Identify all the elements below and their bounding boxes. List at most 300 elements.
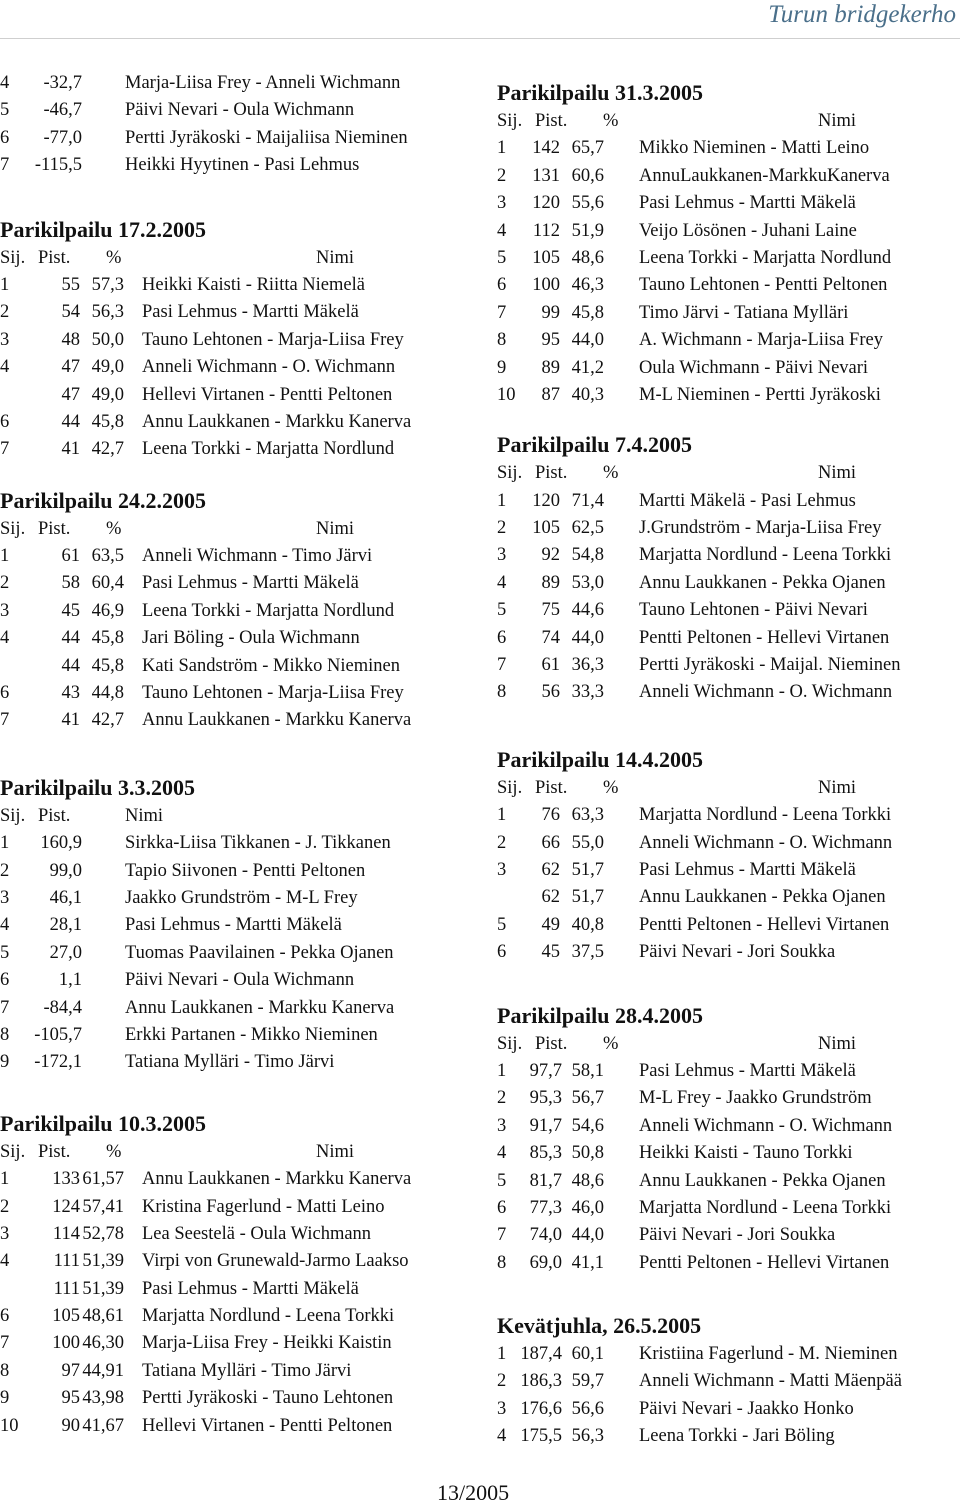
result-row [497, 1058, 960, 1085]
rank: 2 [497, 1371, 507, 1392]
percent: 42,7 [91, 439, 124, 460]
pair-names: Heikki Kaisti - Tauno Torkki [639, 1143, 853, 1164]
section-title: Parikilpailu 7.4.2005 [497, 432, 692, 458]
table-header [497, 108, 960, 135]
points: 41 [61, 439, 80, 460]
rank: 8 [497, 682, 507, 703]
pair-names: Annu Laukkanen - Markku Kanerva [142, 1169, 412, 1190]
points: -46,7 [43, 100, 82, 121]
result-row [0, 1303, 480, 1330]
percent: 59,7 [571, 1371, 604, 1392]
pair-names: Pentti Peltonen - Hellevi Virtanen [639, 1252, 890, 1273]
results-section [0, 1109, 480, 1440]
rank: 3 [497, 1115, 507, 1136]
pair-names: Päivi Nevari - Jori Soukka [639, 1225, 836, 1246]
pair-names: Pertti Jyräkoski - Tauno Lehtonen [142, 1388, 394, 1409]
percent: 63,5 [91, 546, 124, 567]
table-header [497, 775, 960, 802]
result-row [497, 912, 960, 939]
percent: 49,0 [91, 384, 124, 405]
result-row [497, 1341, 960, 1368]
percent: 60,4 [91, 573, 124, 594]
rank: 6 [497, 1197, 507, 1218]
rank: 6 [0, 127, 10, 148]
points: 61 [541, 655, 560, 676]
percent: 45,8 [91, 411, 124, 432]
points: -77,0 [43, 127, 82, 148]
pair-names: Jari Böling - Oula Wichmann [142, 628, 360, 649]
rank: 9 [497, 357, 507, 378]
rank: 5 [0, 942, 10, 963]
rank: 3 [497, 859, 507, 880]
table-header [0, 803, 480, 830]
points: 54 [61, 302, 80, 323]
result-row [0, 858, 480, 885]
rank: 2 [497, 165, 507, 186]
pair-names: M-L Nieminen - Pertti Jyräkoski [639, 384, 881, 405]
result-row [497, 327, 960, 354]
percent: 41,2 [571, 357, 604, 378]
results-section [497, 430, 960, 707]
header-points: Pist. [38, 1141, 71, 1162]
result-row [0, 1358, 480, 1385]
points: 27,0 [49, 942, 82, 963]
percent: 44,0 [571, 330, 604, 351]
pair-names: Hellevi Virtanen - Pentti Peltonen [142, 384, 393, 405]
points: 95,3 [529, 1088, 562, 1109]
percent: 62,5 [571, 518, 604, 539]
pair-names: Tuomas Paavilainen - Pekka Ojanen [125, 942, 394, 963]
section-title: Parikilpailu 31.3.2005 [497, 80, 703, 105]
percent: 52,78 [82, 1223, 124, 1244]
header-name: Nimi [818, 111, 857, 131]
results-section [497, 745, 960, 967]
result-row [0, 125, 480, 152]
left-column [0, 70, 480, 1440]
points: 142 [532, 138, 560, 159]
pair-names: Annu Laukkanen - Markku Kanerva [142, 710, 412, 731]
percent: 50,0 [91, 329, 124, 350]
pair-names: Erkki Partanen - Mikko Nieminen [125, 1024, 378, 1045]
pair-names: Kristiina Fagerlund - M. Nieminen [639, 1344, 898, 1365]
percent: 46,9 [91, 600, 124, 621]
points: 85,3 [529, 1143, 562, 1164]
result-row [0, 653, 480, 680]
pair-names: Marjatta Nordlund - Leena Torkki [639, 545, 892, 566]
result-row [497, 1168, 960, 1195]
pair-names: Tauno Lehtonen - Päivi Nevari [639, 600, 868, 621]
header-rank: Sij. [497, 777, 523, 798]
percent: 33,3 [571, 682, 604, 703]
points: 28,1 [49, 915, 82, 936]
points: 99,0 [49, 860, 82, 881]
rank: 10 [0, 1415, 19, 1436]
result-row [0, 830, 480, 857]
result-row [497, 625, 960, 652]
rank: 6 [0, 683, 10, 704]
header-name: Nimi [125, 805, 164, 826]
percent: 36,3 [571, 655, 604, 676]
percent: 46,0 [571, 1197, 604, 1218]
result-row [0, 1022, 480, 1049]
points: 44 [61, 628, 80, 649]
points: 95 [61, 1388, 80, 1409]
result-row [497, 1423, 960, 1450]
rank: 7 [0, 155, 10, 176]
rank: 2 [0, 573, 10, 594]
points: 55 [61, 274, 80, 295]
result-row [497, 218, 960, 245]
pair-names: Päivi Nevari - Oula Wichmann [125, 970, 355, 991]
rank: 3 [0, 887, 10, 908]
rank: 4 [0, 915, 10, 936]
percent: 53,0 [571, 572, 604, 593]
rank: 2 [497, 832, 507, 853]
rank: 6 [497, 942, 507, 963]
percent: 46,3 [571, 275, 604, 296]
section-title: Parikilpailu 28.4.2005 [497, 1002, 703, 1028]
section-title: Parikilpailu 17.2.2005 [0, 216, 206, 242]
percent: 44,0 [571, 627, 604, 648]
points: 95 [541, 330, 560, 351]
points: 46,1 [49, 887, 82, 908]
results-section [0, 773, 480, 1077]
points: 62 [541, 887, 560, 908]
rank: 3 [0, 1223, 10, 1244]
rank: 8 [0, 1024, 10, 1045]
rank: 4 [497, 220, 507, 241]
points: 186,3 [520, 1371, 562, 1392]
pair-names: Anneli Wichmann - O. Wichmann [142, 357, 396, 378]
pair-names: J.Grundström - Marja-Liisa Frey [639, 518, 882, 539]
points: 81,7 [529, 1170, 562, 1191]
percent: 44,6 [571, 600, 604, 621]
pair-names: Anneli Wichmann - Matti Mäenpää [639, 1371, 902, 1392]
rank: 1 [0, 546, 10, 567]
result-row [497, 679, 960, 706]
percent: 61,57 [82, 1169, 124, 1190]
pair-names: Mikko Nieminen - Matti Leino [639, 138, 870, 159]
result-row [497, 857, 960, 884]
result-row [497, 597, 960, 624]
result-row [0, 1385, 480, 1412]
points: 66 [541, 832, 560, 853]
percent: 58,1 [571, 1060, 604, 1081]
rank: 7 [497, 1225, 507, 1246]
header-percent: % [603, 1033, 619, 1054]
points: 131 [532, 165, 560, 186]
percent: 44,91 [82, 1360, 124, 1381]
pair-names: Kristina Fagerlund - Matti Leino [142, 1196, 385, 1217]
header-rank: Sij. [497, 111, 523, 131]
pair-names: Leena Torkki - Marjatta Nordlund [639, 247, 892, 268]
result-row [497, 190, 960, 217]
result-row [0, 1049, 480, 1076]
points: 112 [532, 220, 560, 241]
points: 41 [61, 710, 80, 731]
rank: 7 [497, 302, 507, 323]
percent: 45,8 [91, 655, 124, 676]
points: 176,6 [520, 1398, 562, 1419]
points: 111 [53, 1278, 80, 1299]
pair-names: Hellevi Virtanen - Pentti Peltonen [142, 1415, 393, 1436]
points: 74 [541, 627, 560, 648]
result-row [0, 1166, 480, 1193]
points: 114 [52, 1223, 80, 1244]
points: 92 [541, 545, 560, 566]
percent: 44,0 [571, 1225, 604, 1246]
rank: 4 [0, 628, 10, 649]
rank: 3 [497, 1398, 507, 1419]
result-row [0, 707, 480, 734]
pair-names: Tatiana Mylläri - Timo Järvi [142, 1360, 352, 1381]
rank: 7 [0, 1333, 10, 1354]
pair-names: Anneli Wichmann - O. Wichmann [639, 832, 893, 853]
percent: 56,3 [571, 1426, 604, 1447]
pair-names: Pasi Lehmus - Martti Mäkelä [142, 302, 359, 323]
percent: 41,1 [571, 1252, 604, 1273]
table-header [497, 1031, 960, 1058]
result-row [0, 354, 480, 381]
result-row [0, 885, 480, 912]
page-header [0, 0, 960, 39]
pair-names: Lea Seestelä - Oula Wichmann [142, 1223, 372, 1244]
points: 111 [53, 1251, 80, 1272]
table-header [497, 460, 960, 487]
pair-names: Tauno Lehtonen - Marja-Liisa Frey [142, 329, 404, 350]
percent: 46,30 [82, 1333, 124, 1354]
percent: 51,7 [571, 859, 604, 880]
pair-names: Annu Laukkanen - Markku Kanerva [142, 411, 412, 432]
points: 75 [541, 600, 560, 621]
points: 120 [532, 490, 560, 511]
header-points: Pist. [38, 518, 71, 539]
percent: 57,3 [91, 274, 124, 295]
pair-names: Pasi Lehmus - Martti Mäkelä [125, 915, 342, 936]
header-points: Pist. [535, 111, 568, 131]
points: -32,7 [43, 73, 82, 93]
pair-names: Päivi Nevari - Oula Wichmann [125, 100, 355, 121]
result-row [497, 355, 960, 382]
points: 89 [541, 357, 560, 378]
result-row [497, 802, 960, 829]
points: 100 [532, 275, 560, 296]
points: 44 [61, 411, 80, 432]
rank: 5 [0, 100, 10, 121]
pair-names: Päivi Nevari - Jori Soukka [639, 942, 836, 963]
points: 97 [61, 1360, 80, 1381]
rank: 6 [0, 411, 10, 432]
rank: 2 [497, 1088, 507, 1109]
result-row [497, 1222, 960, 1249]
header-name: Nimi [818, 463, 857, 484]
rank: 1 [497, 1344, 507, 1365]
club-title: Turun bridgekerho [768, 1, 956, 28]
rank: 6 [0, 1306, 10, 1327]
header-rank: Sij. [497, 463, 523, 484]
points: 99 [541, 302, 560, 323]
results-section [497, 78, 960, 409]
rank: 9 [0, 1052, 10, 1073]
rank: 1 [497, 805, 507, 826]
percent: 56,6 [571, 1398, 604, 1419]
result-row [497, 542, 960, 569]
pair-names: Timo Järvi - Tatiana Mylläri [639, 302, 849, 323]
results-section [0, 70, 480, 180]
points: 124 [52, 1196, 80, 1217]
header-points: Pist. [535, 463, 568, 484]
pair-names: Anneli Wichmann - O. Wichmann [639, 1115, 893, 1136]
rank: 6 [497, 275, 507, 296]
header-points: Pist. [535, 777, 568, 798]
header-points: Pist. [38, 805, 71, 826]
points: 62 [541, 859, 560, 880]
points: 133 [52, 1169, 80, 1190]
pair-names: Pentti Peltonen - Hellevi Virtanen [639, 627, 890, 648]
points: 44 [61, 655, 80, 676]
result-row [0, 299, 480, 326]
result-row [497, 272, 960, 299]
points: 105 [532, 518, 560, 539]
result-row [497, 300, 960, 327]
pair-names: Annu Laukkanen - Pekka Ojanen [639, 887, 886, 908]
points: 175,5 [520, 1426, 562, 1447]
result-row [497, 1195, 960, 1222]
header-name: Nimi [818, 1033, 857, 1054]
pair-names: Veijo Lösönen - Juhani Laine [639, 220, 857, 241]
rank: 7 [0, 710, 10, 731]
points: 45 [541, 942, 560, 963]
percent: 54,8 [571, 545, 604, 566]
header-points: Pist. [38, 247, 71, 268]
pair-names: A. Wichmann - Marja-Liisa Frey [639, 330, 883, 351]
rank: 8 [497, 1252, 507, 1273]
pair-names: Tauno Lehtonen - Marja-Liisa Frey [142, 683, 404, 704]
rank: 1 [0, 833, 10, 854]
result-row [0, 625, 480, 652]
points: 87 [541, 384, 560, 405]
pair-names: M-L Frey - Jaakko Grundström [639, 1088, 872, 1109]
pair-names: Heikki Hyytinen - Pasi Lehmus [125, 155, 360, 176]
pair-names: Marjatta Nordlund - Leena Torkki [142, 1306, 395, 1327]
percent: 65,7 [571, 138, 604, 159]
rank: 1 [497, 490, 507, 511]
result-row [497, 1368, 960, 1395]
pair-names: Martti Mäkelä - Pasi Lehmus [639, 490, 856, 511]
result-row [0, 940, 480, 967]
pair-names: Annu Laukkanen - Pekka Ojanen [639, 572, 886, 593]
points: -105,7 [34, 1024, 82, 1045]
result-row [497, 1250, 960, 1277]
pair-names: Leena Torkki - Marjatta Nordlund [142, 600, 395, 621]
rank: 5 [497, 914, 507, 935]
header-rank: Sij. [0, 518, 26, 539]
results-section [497, 1311, 960, 1451]
points: 45 [61, 600, 80, 621]
header-percent: % [106, 1141, 122, 1162]
result-row [497, 382, 960, 409]
rank: 7 [0, 439, 10, 460]
result-row [497, 570, 960, 597]
rank: 1 [0, 1169, 10, 1190]
result-row [0, 1248, 480, 1275]
pair-names: Jaakko Grundström - M-L Frey [125, 887, 358, 908]
pair-names: Virpi von Grunewald-Jarmo Laakso [142, 1251, 409, 1272]
section-title: Kevätjuhla, 26.5.2005 [497, 1313, 702, 1339]
pair-names: Marja-Liisa Frey - Heikki Kaistin [142, 1333, 392, 1354]
header-percent: % [603, 463, 619, 484]
rank: 10 [497, 384, 516, 405]
percent: 48,61 [82, 1306, 124, 1327]
points: 61 [61, 546, 80, 567]
result-row [0, 543, 480, 570]
percent: 43,98 [82, 1388, 124, 1409]
result-row [0, 327, 480, 354]
percent: 48,6 [571, 247, 604, 268]
rank: 3 [497, 545, 507, 566]
rank: 2 [0, 302, 10, 323]
result-row [0, 1194, 480, 1221]
rank: 5 [497, 247, 507, 268]
percent: 48,6 [571, 1170, 604, 1191]
rank: 3 [0, 600, 10, 621]
points: 97,7 [529, 1060, 562, 1081]
rank: 2 [0, 1196, 10, 1217]
rank: 5 [497, 600, 507, 621]
pair-names: Pertti Jyräkoski - Maijaliisa Nieminen [125, 127, 408, 148]
points: 56 [541, 682, 560, 703]
result-row [0, 436, 480, 463]
pair-names: Leena Torkki - Jari Böling [639, 1426, 835, 1447]
header-name: Nimi [316, 1141, 355, 1162]
results-section [0, 486, 480, 735]
section-title: Parikilpailu 24.2.2005 [0, 487, 206, 513]
result-row [0, 995, 480, 1022]
pair-names: Tapio Siivonen - Pentti Peltonen [125, 860, 366, 881]
percent: 54,6 [571, 1115, 604, 1136]
results-section [497, 1001, 960, 1278]
points: 120 [532, 193, 560, 214]
pair-names: Pertti Jyräkoski - Maijal. Nieminen [639, 655, 901, 676]
percent: 51,39 [82, 1251, 124, 1272]
percent: 60,1 [571, 1344, 604, 1365]
rank: 3 [497, 193, 507, 214]
result-row [497, 1140, 960, 1167]
pair-names: Oula Wichmann - Päivi Nevari [639, 357, 869, 378]
result-row [497, 1396, 960, 1423]
result-row [497, 163, 960, 190]
result-row [0, 912, 480, 939]
rank: 7 [497, 655, 507, 676]
percent: 45,8 [571, 302, 604, 323]
percent: 45,8 [91, 628, 124, 649]
pair-names: Sirkka-Liisa Tikkanen - J. Tikkanen [125, 833, 391, 854]
header-percent: % [106, 247, 122, 268]
rank: 9 [0, 1388, 10, 1409]
pair-names: AnnuLaukkanen-MarkkuKanerva [639, 165, 890, 186]
percent: 37,5 [571, 942, 604, 963]
points: 47 [61, 384, 80, 405]
result-row [0, 1330, 480, 1357]
percent: 57,41 [82, 1196, 124, 1217]
points: 100 [52, 1333, 80, 1354]
result-row [497, 135, 960, 162]
pair-names: Marjatta Nordlund - Leena Torkki [639, 805, 892, 826]
points: -172,1 [34, 1052, 82, 1073]
points: -115,5 [34, 155, 82, 176]
header-rank: Sij. [0, 1141, 26, 1162]
percent: 56,7 [571, 1088, 604, 1109]
